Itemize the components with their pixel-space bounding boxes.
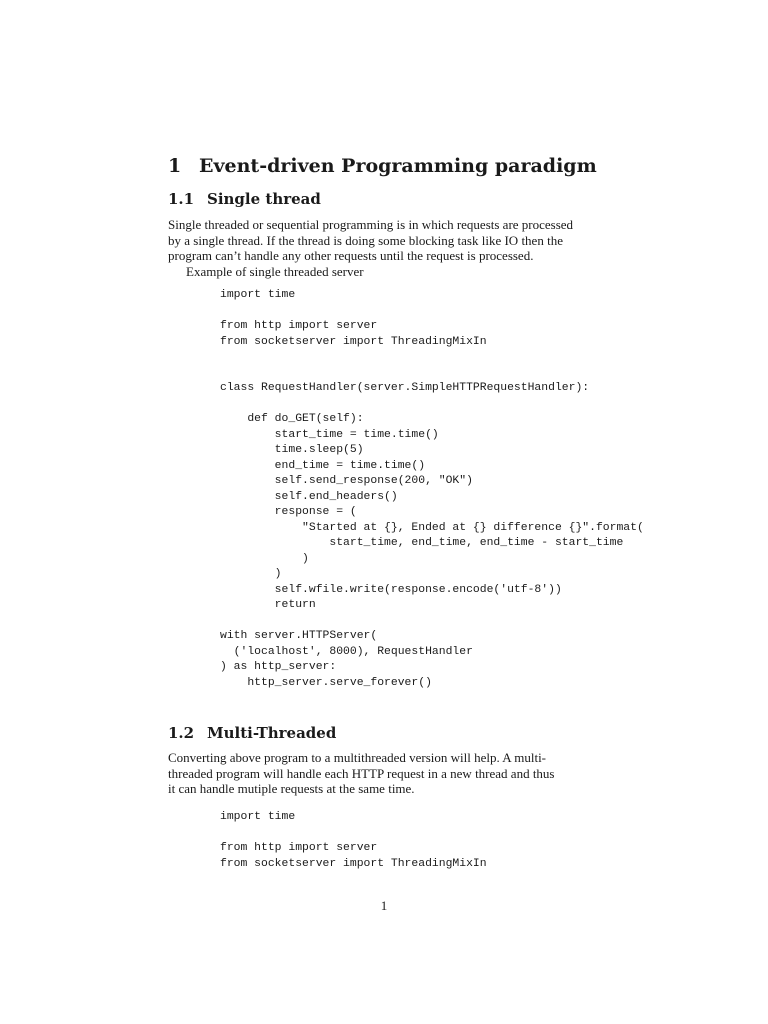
paragraph	[168, 217, 600, 280]
section-number: 1	[168, 155, 182, 177]
subsection-title: Single thread	[207, 190, 321, 208]
section-title: Event-driven Programming paradigm	[199, 155, 597, 177]
paragraph-line: Converting above program to a multithreaded version will help. A multi-	[168, 750, 547, 765]
subsection-number: 1.1	[168, 190, 195, 208]
paragraph-line: threaded program will handle each HTTP request in a new thread and thus	[168, 765, 555, 781]
paragraph-line: by a single thread. If the thread is doing some blocking task like IO then the	[168, 232, 563, 248]
paragraph-line: Single threaded or sequential programming is in which requests are processed	[168, 217, 574, 232]
paragraph-line: it can handle mutiple requests at the same time.	[168, 781, 415, 797]
subsection-title: Multi-Threaded	[207, 724, 337, 742]
example-label: Example of single threaded server	[186, 264, 364, 280]
page-number: 1	[380, 898, 388, 913]
code-block: import time from http import server from socketserver import ThreadingMixIn class RequestHandler(server.SimpleHTTPRequestHandler): def do_GET(self): start_time = time.time() time.sleep(5) end_time = time.time() self.send_response(200, "OK") self.end_headers() response = ( "Started at {}, Ended at {} difference {}".format( start_time, end_time, end_time - start_time ) ) self.wfile.write(response.encode('utf-8')) return with server.HTTPServer( ('localhost', 8000), RequestHandler ) as http_server: http_server.serve_forever()	[220, 289, 644, 689]
code-block: import time from http import server from socketserver import ThreadingMixIn	[220, 811, 487, 870]
paragraph	[168, 750, 600, 797]
subsection-number: 1.2	[168, 724, 195, 742]
paragraph-line: program can’t handle any other requests until the request is processed.	[168, 248, 534, 264]
